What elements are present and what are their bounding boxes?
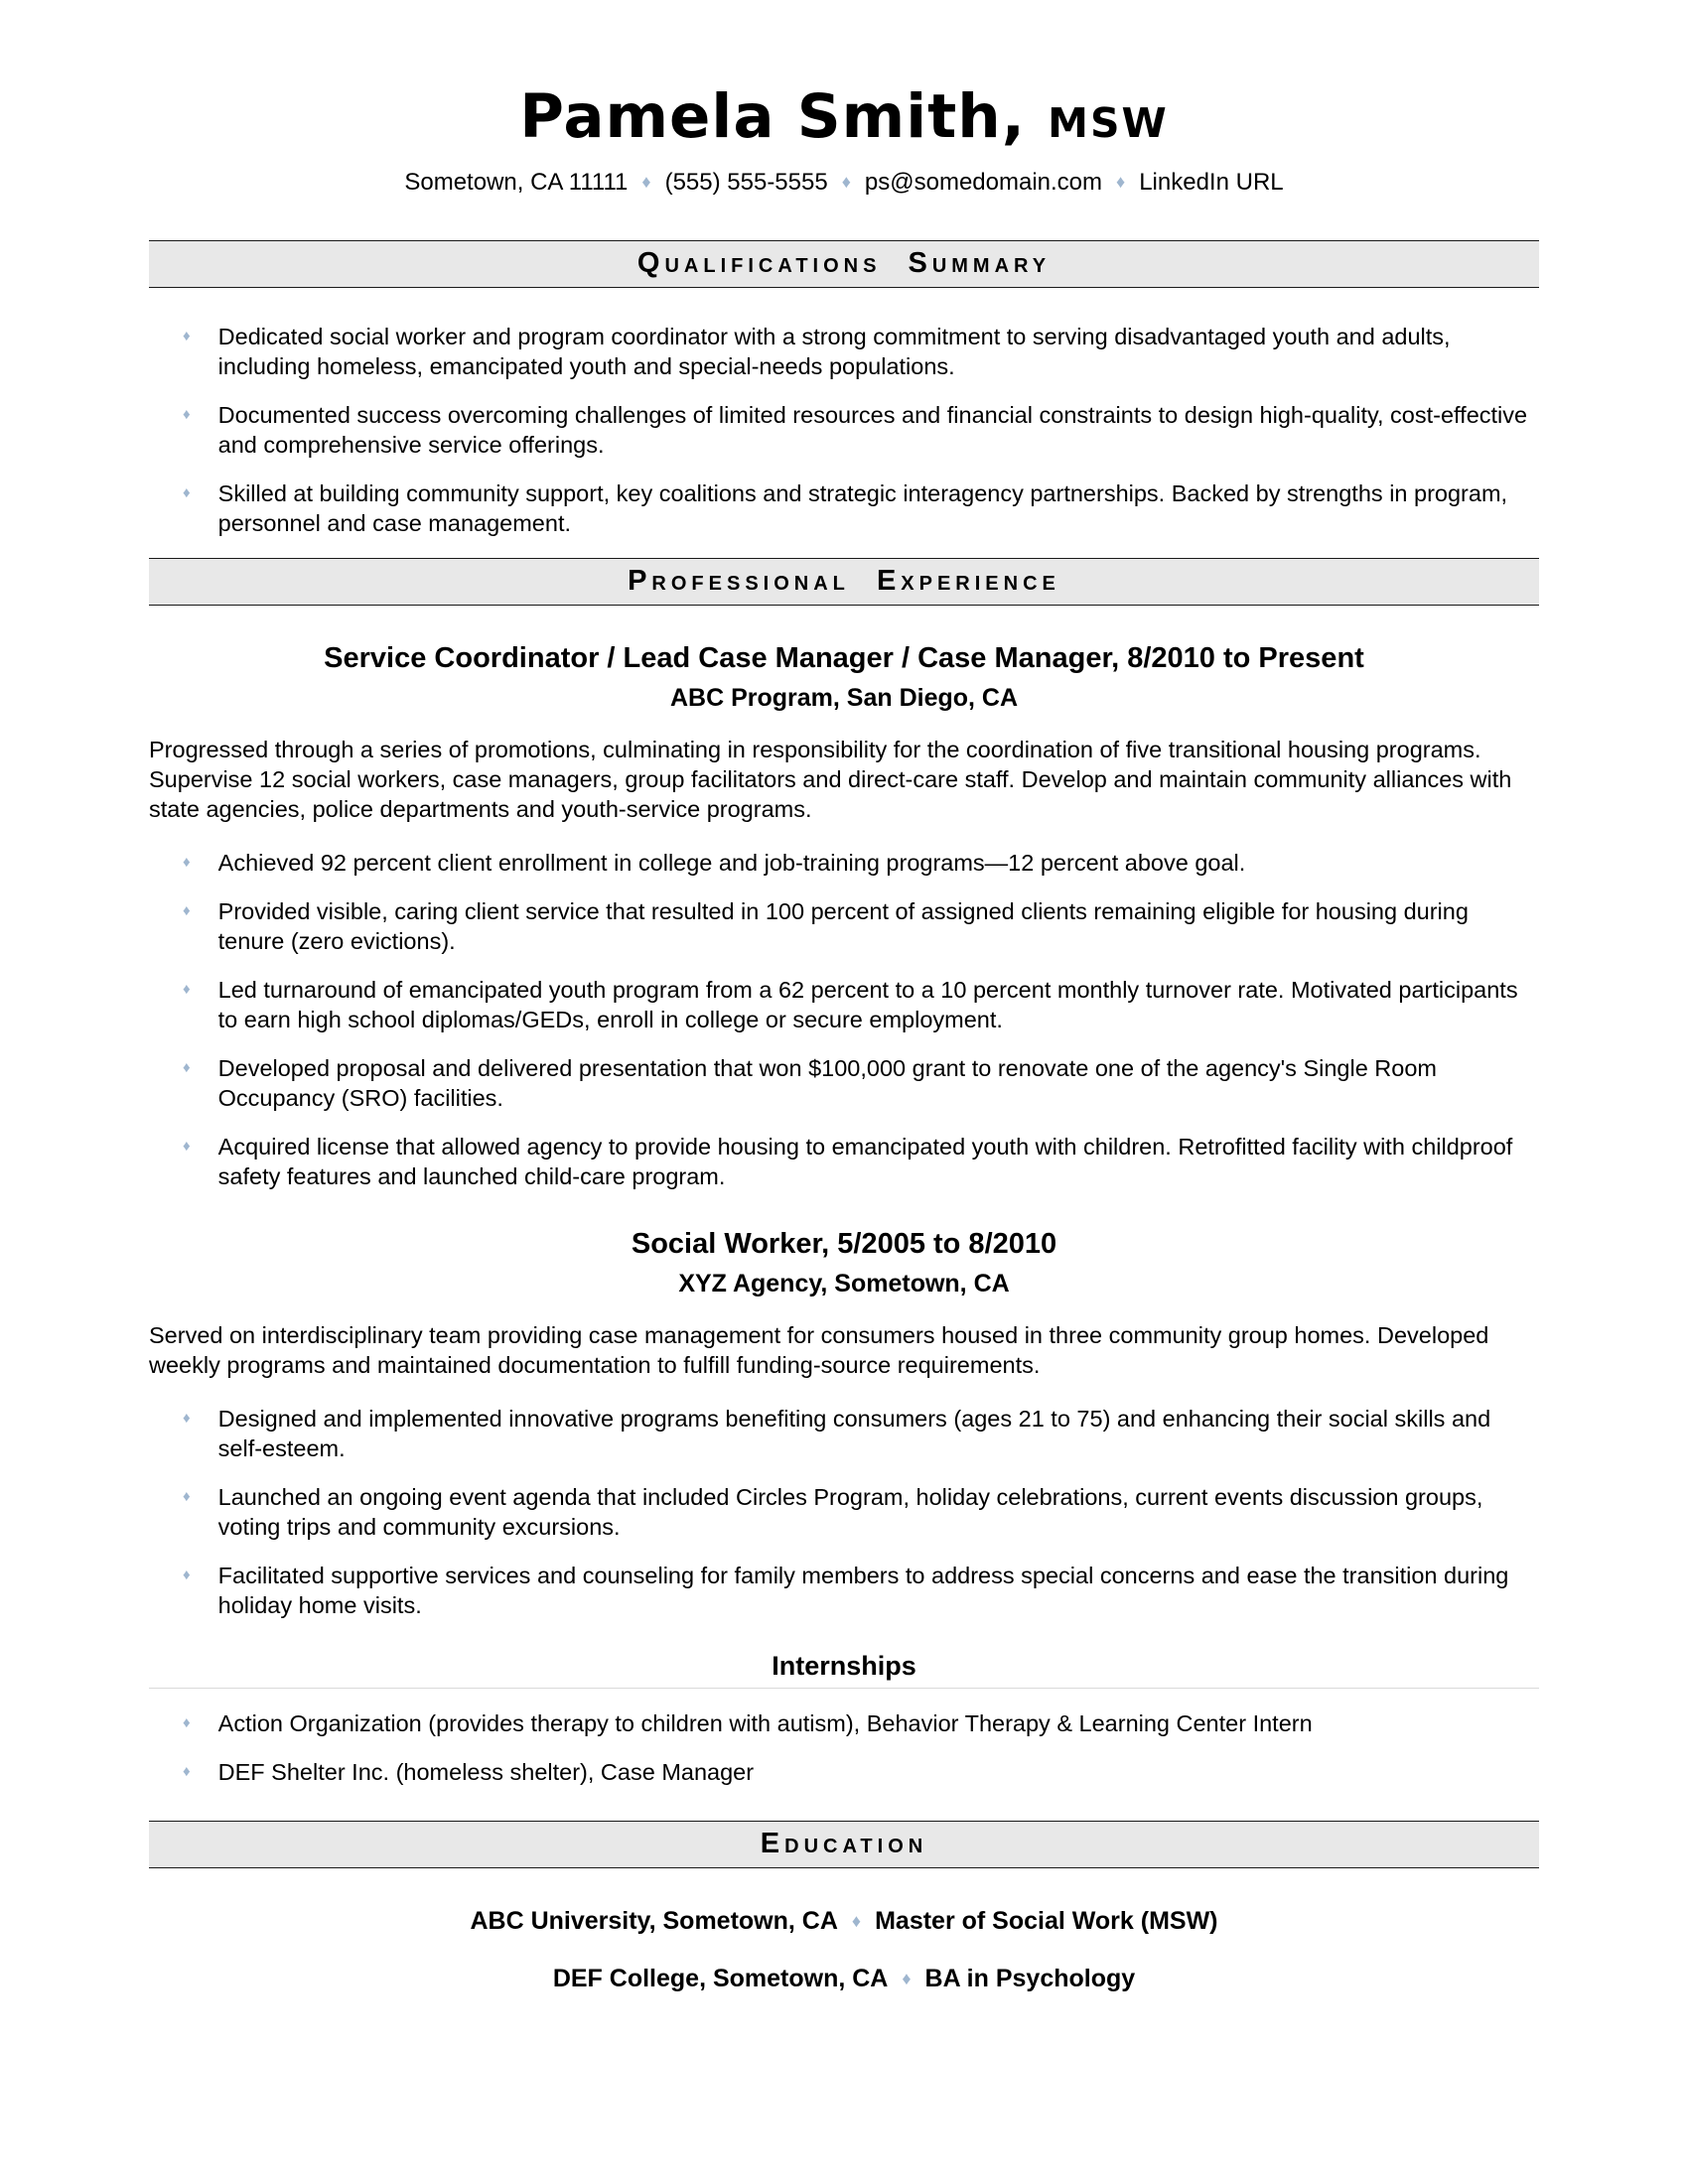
resume-name	[149, 83, 1539, 150]
list-item	[183, 322, 1539, 381]
list-item	[183, 1482, 1539, 1542]
section-header-qualifications: Qualifications Summary	[149, 240, 1539, 288]
bullet-text: Designed and implemented innovative programs benefiting consumers (ages 21 to 75) and enhancing their social skills and self-esteem.	[217, 1406, 1491, 1462]
job-achievements-list	[149, 848, 1539, 1191]
contact-line	[149, 166, 1539, 199]
list-item	[183, 1132, 1539, 1191]
diamond-bullet-icon: ♦	[183, 328, 191, 345]
diamond-bullet-icon: ♦	[183, 1714, 191, 1732]
job-achievements-list	[149, 1404, 1539, 1620]
bullet-text: Achieved 92 percent client enrollment in college and job-training programs—12 percent above goal.	[217, 850, 1246, 877]
bullet-text: Facilitated supportive services and counseling for family members to address special concerns and ease the transition during holiday home visits.	[217, 1563, 1509, 1619]
contact-email: ps@somedomain.com	[864, 169, 1103, 197]
list-item	[183, 1708, 1539, 1738]
diamond-bullet-icon: ♦	[183, 1763, 191, 1781]
education-school: DEF College, Sometown, CA	[552, 1965, 889, 1993]
list-item	[183, 400, 1539, 460]
diamond-separator-icon: ♦	[851, 1911, 862, 1932]
job-summary: Served on interdisciplinary team providing case management for consumers housed in three community group homes. Developed weekly programs and maintained documentation to fulfill funding-source requirements.	[149, 1322, 1489, 1379]
job-block	[149, 641, 1539, 1191]
diamond-bullet-icon: ♦	[183, 484, 191, 502]
list-item	[183, 1053, 1539, 1113]
diamond-bullet-icon: ♦	[183, 1567, 191, 1584]
list-item	[183, 1404, 1539, 1463]
diamond-bullet-icon: ♦	[183, 981, 191, 999]
bullet-text: Skilled at building community support, key coalitions and strategic interagency partnerships. Backed by strengths in program, personnel and case management.	[217, 480, 1508, 537]
job-company: XYZ Agency, Sometown, CA	[678, 1270, 1010, 1298]
bullet-text: Acquired license that allowed agency to provide housing to emancipated youth with children. Retrofitted facility with childproof safety features and launched child-care program.	[217, 1134, 1513, 1190]
internships-list	[149, 1708, 1539, 1787]
credential-text: MSW	[1048, 99, 1169, 147]
contact-location: Sometown, CA 11111	[404, 169, 629, 197]
education-school: ABC University, Sometown, CA	[470, 1907, 838, 1936]
bullet-text: Action Organization (provides therapy to children with autism), Behavior Therapy & Learning Center Intern	[217, 1710, 1313, 1737]
list-item	[183, 1561, 1539, 1620]
diamond-bullet-icon: ♦	[183, 1138, 191, 1156]
list-item	[183, 848, 1539, 878]
list-item	[183, 478, 1539, 538]
diamond-bullet-icon: ♦	[183, 854, 191, 872]
list-item	[183, 975, 1539, 1034]
bullet-text: Provided visible, caring client service that resulted in 100 percent of assigned clients remaining eligible for housing during tenure (zero evictions).	[217, 898, 1469, 955]
section-header-education: Education	[149, 1821, 1539, 1868]
internships-heading: Internships	[772, 1651, 916, 1682]
diamond-bullet-icon: ♦	[183, 1488, 191, 1506]
bullet-text: Led turnaround of emancipated youth program from a 62 percent to a 10 percent monthly turnover rate. Motivated participants to earn high school diplomas/GEDs, enroll in college or secure employment.	[217, 977, 1518, 1033]
bullet-text: Launched an ongoing event agenda that included Circles Program, holiday celebrations, current events discussion groups, voting trips and community excursions.	[217, 1484, 1483, 1541]
diamond-separator-icon: ♦	[841, 172, 851, 193]
list-item	[183, 1757, 1539, 1787]
job-block	[149, 1227, 1539, 1620]
qualifications-list	[149, 322, 1539, 538]
education-degree: Master of Social Work (MSW)	[875, 1907, 1218, 1936]
diamond-bullet-icon: ♦	[183, 406, 191, 424]
name-text: Pamela Smith,	[519, 81, 1026, 152]
contact-phone: (555) 555-5555	[664, 169, 828, 197]
diamond-separator-icon: ♦	[641, 172, 651, 193]
contact-linkedin: LinkedIn URL	[1139, 169, 1284, 197]
bullet-text: Developed proposal and delivered presentation that won $100,000 grant to renovate one of the agency's Single Room Occupancy (SRO) facilities.	[217, 1055, 1437, 1112]
diamond-bullet-icon: ♦	[183, 1410, 191, 1428]
bullet-text: Dedicated social worker and program coordinator with a strong commitment to serving disadvantaged youth and adults, including homeless, emancipated youth and special-needs populations.	[217, 324, 1451, 380]
bullet-text: DEF Shelter Inc. (homeless shelter), Case Manager	[217, 1759, 755, 1786]
job-company: ABC Program, San Diego, CA	[669, 684, 1019, 713]
education-entry	[149, 1906, 1539, 1936]
education-degree: BA in Psychology	[924, 1965, 1136, 1993]
diamond-separator-icon: ♦	[902, 1969, 912, 1989]
section-header-experience: Professional Experience	[149, 558, 1539, 606]
job-title: Social Worker, 5/2005 to 8/2010	[631, 1228, 1057, 1261]
diamond-bullet-icon: ♦	[183, 1059, 191, 1077]
diamond-separator-icon: ♦	[1116, 172, 1126, 193]
list-item	[183, 896, 1539, 956]
job-title: Service Coordinator / Lead Case Manager / Case Manager, 8/2010 to Present	[324, 642, 1364, 675]
education-entry	[149, 1964, 1539, 1993]
diamond-bullet-icon: ♦	[183, 902, 191, 920]
divider	[149, 1688, 1539, 1689]
bullet-text: Documented success overcoming challenges of limited resources and financial constraints to design high-quality, cost-effective and comprehensive service offerings.	[217, 402, 1528, 459]
job-summary: Progressed through a series of promotions, culminating in responsibility for the coordination of five transitional housing programs. Supervise 12 social workers, case managers, group facilitators and direct-care staff. Develop and maintain community alliances with state agencies, police departments and youth-service programs.	[149, 737, 1512, 823]
